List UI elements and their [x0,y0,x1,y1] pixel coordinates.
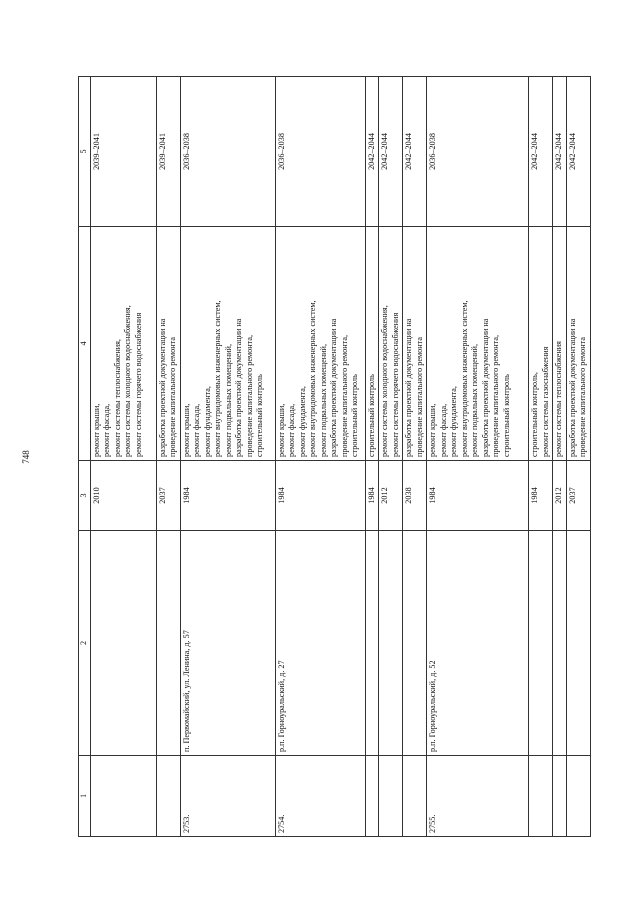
works-cell [180,227,275,461]
works-cell [427,227,529,461]
year-cell: 2012 [553,461,567,531]
year-cell: 1984 [365,461,379,531]
period-cell: 2039–2041 [90,77,156,227]
work-item: ремонт внутридомовых инженерных систем, [308,300,317,457]
row-number-cell [156,756,180,837]
work-item: ремонт фундамента, [297,386,307,457]
row-number-cell [529,756,553,837]
row-number-cell [403,756,427,837]
row-number-cell [90,756,156,837]
period-cell: 2036–2038 [427,77,529,227]
column-number-row [79,77,91,837]
repair-schedule-table [78,76,591,837]
works-cell [90,227,156,461]
column-header: 3 [79,461,91,531]
period-cell: 2042–2044 [365,77,379,227]
column-header: 5 [79,77,91,227]
year-cell: 1984 [529,461,553,531]
work-item: строительный контроль [255,374,264,457]
work-item: ремонт системы горячего водоснабжения [133,312,143,457]
row-number-cell [365,756,379,837]
address-cell [379,531,403,756]
work-item: проведение капитального ремонта, [491,334,500,457]
work-item: ремонт системы теплоснабжения [554,341,563,457]
work-item: ремонт системы холодного водоснабжения, [123,305,132,457]
work-item: проведение капитального ремонта, [244,334,254,457]
works-cell [379,227,403,461]
address-cell [90,531,156,756]
period-cell: 2036–2038 [180,77,275,227]
address-cell: р.п. Горноуральский, д. 27 [275,531,365,756]
row-number-cell: 2753. [180,756,275,837]
year-cell: 1984 [275,461,365,531]
table-row [180,77,275,837]
year-cell: 1984 [427,461,529,531]
year-cell: 2038 [403,461,427,531]
year-cell: 2010 [90,461,156,531]
year-cell: 2037 [566,461,590,531]
table-row [275,77,365,837]
work-item: проведение капитального ремонта, [339,334,349,457]
work-item: ремонт фундамента, [449,386,458,457]
page-number: 748 [21,450,31,464]
work-item: ремонт внутридомовых инженерных систем, [459,300,469,457]
address-cell [365,531,379,756]
address-cell: р.п. Горноуральский, д. 52 [427,531,529,756]
work-item: проведение капитального ремонта [414,337,424,457]
work-item: разработка проектной документации на [329,318,338,457]
table-row [553,77,567,837]
table-row [379,77,403,837]
period-cell: 2042–2044 [379,77,403,227]
address-cell [403,531,427,756]
column-header: 1 [79,756,91,837]
work-item: ремонт подвальных помещений, [223,344,233,457]
column-header: 4 [79,227,91,461]
work-item: ремонт фундамента, [202,386,212,457]
work-item: ремонт крыши, [181,403,191,457]
address-cell [529,531,553,756]
work-item: строительный контроль, [530,372,539,457]
period-cell: 2039–2041 [156,77,180,227]
table-row [427,77,529,837]
work-item: разработка проектной документации на [567,318,577,457]
work-item: ремонт крыши, [276,403,286,457]
work-item: проведение капитального ремонта [578,337,587,457]
work-item: проведение капитального ремонта [168,337,177,457]
work-item: строительный контроль [350,374,359,457]
works-cell [403,227,427,461]
work-item: ремонт крыши, [91,403,101,457]
year-cell: 2037 [156,461,180,531]
work-item: разработка проектной документации на [234,318,243,457]
row-number-cell [553,756,567,837]
work-item: ремонт системы холодного водоснабжения, [380,305,389,457]
work-item: ремонт крыши, [428,403,437,457]
works-cell [275,227,365,461]
work-item: строительный контроль [501,374,511,457]
table-row [156,77,180,837]
work-item: разработка проектной документации на [480,318,490,457]
work-item: разработка проектной документации на [404,318,413,457]
address-cell [553,531,567,756]
work-item: ремонт подвальных помещений, [318,344,328,457]
work-item: ремонт внутридомовых инженерных систем, [213,300,222,457]
table-row [403,77,427,837]
period-cell: 2042–2044 [566,77,590,227]
period-cell: 2042–2044 [529,77,553,227]
table-row [566,77,590,837]
year-cell: 2012 [379,461,403,531]
table-row [365,77,379,837]
work-item: ремонт фасада, [102,403,111,457]
column-header: 2 [79,531,91,756]
work-item: строительный контроль [366,374,376,457]
address-cell [566,531,590,756]
work-item: ремонт системы теплоснабжения, [112,339,122,457]
works-cell [529,227,553,461]
works-cell [553,227,567,461]
table-row [90,77,156,837]
address-cell [156,531,180,756]
work-item: ремонт системы горячего водоснабжения [390,312,400,457]
row-number-cell: 2754. [275,756,365,837]
works-cell [156,227,180,461]
rotated-page-content [78,77,608,837]
year-cell: 1984 [180,461,275,531]
work-item: ремонт фасада, [438,403,448,457]
works-cell [566,227,590,461]
period-cell: 2036–2038 [275,77,365,227]
row-number-cell [379,756,403,837]
address-cell: п. Первомайский, ул. Ленина, д. 57 [180,531,275,756]
work-item: разработка проектной документации на [157,318,167,457]
work-item: ремонт системы газоснабжения [540,346,550,457]
period-cell: 2042–2044 [403,77,427,227]
period-cell: 2042–2044 [553,77,567,227]
work-item: ремонт фасада, [192,403,201,457]
works-cell [365,227,379,461]
row-number-cell: 2755. [427,756,529,837]
table-row [529,77,553,837]
row-number-cell [566,756,590,837]
work-item: ремонт подвальных помещений, [470,344,479,457]
work-item: ремонт фасада, [287,403,296,457]
